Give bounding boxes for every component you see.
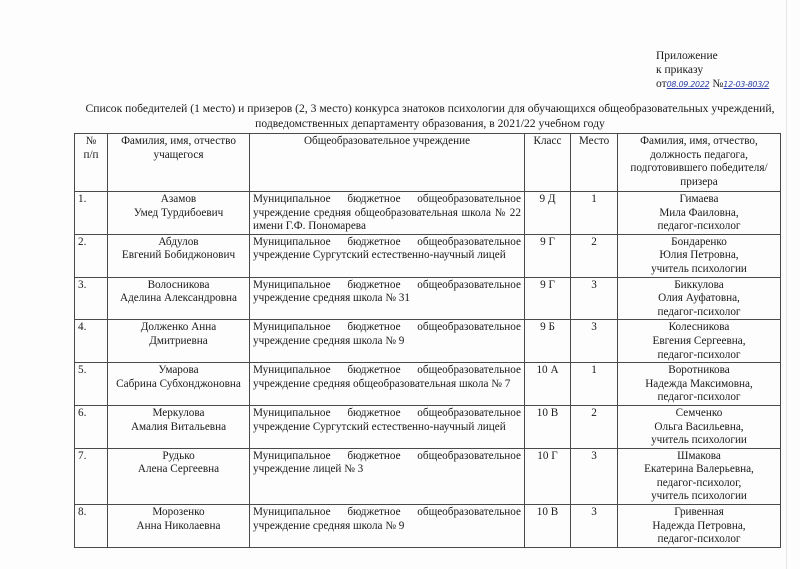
place-cell: 1: [571, 192, 618, 235]
class-cell: 10 А: [525, 363, 571, 406]
student-surname: Меркулова: [152, 406, 205, 419]
student-name: Анна Николаевна: [136, 519, 221, 532]
teacher-position: педагог-психолог: [657, 533, 741, 546]
student-cell: [108, 192, 250, 235]
teacher-name: Ольга Васильевна,: [654, 420, 744, 433]
title-line-1: Список победителей (1 место) и призеров (2, 3 место) конкурса знатоков психологии для обучающихся общеобразовательных учреждений,: [85, 102, 775, 115]
institution-cell: Муниципальное бюджетное общеобразовательное учреждение средняя школа № 31: [250, 277, 525, 320]
teacher-cell: [618, 405, 781, 448]
teacher-cell: [618, 448, 781, 504]
row-number: 8.: [75, 505, 108, 548]
student-cell: [108, 363, 250, 406]
class-cell: 9 Г: [525, 277, 571, 320]
student-name: Амалия Витальевна: [130, 420, 227, 433]
row-number: 4.: [75, 320, 108, 363]
institution-cell: Муниципальное бюджетное общеобразовательное учреждение средняя школа № 9: [250, 505, 525, 548]
teacher-name: Екатерина Валерьевна,: [644, 463, 754, 476]
institution-cell: Муниципальное бюджетное общеобразовательное учреждение лицей № 3: [250, 448, 525, 504]
teacher-position: учитель психологии: [651, 434, 747, 447]
table-row: [75, 192, 781, 235]
place-cell: 3: [571, 448, 618, 504]
number-label: №: [712, 78, 724, 90]
row-number: 6.: [75, 405, 108, 448]
handwritten-order-number: 12-03-803/2: [723, 80, 770, 89]
student-cell: [108, 505, 250, 548]
student-cell: [108, 405, 250, 448]
teacher-name: Надежда Максимовна,: [645, 377, 753, 390]
institution-cell: Муниципальное бюджетное общеобразовательное учреждение средняя общеобразовательная школа № 7: [250, 363, 525, 406]
teacher-surname: Бондаренко: [671, 235, 727, 248]
table-row: [75, 405, 781, 448]
row-number: 2.: [75, 234, 108, 277]
institution-cell: Муниципальное бюджетное общеобразовательное учреждение Сургутский естественно-научный лицей: [250, 234, 525, 277]
row-number: 3.: [75, 277, 108, 320]
results-table: [74, 133, 781, 548]
header-class: Класс: [525, 134, 571, 192]
teacher-name: Олия Ауфатовна,: [658, 292, 740, 305]
table-row: [75, 277, 781, 320]
teacher-surname: Семченко: [675, 406, 723, 419]
order-label: к приказу: [656, 64, 704, 76]
student-name: Дмитриевна: [149, 334, 208, 347]
place-cell: 3: [571, 505, 618, 548]
student-surname: Морозенко: [152, 506, 205, 519]
teacher-surname: Гимаева: [679, 193, 719, 205]
class-cell: 10 В: [525, 505, 571, 548]
class-cell: 10 Г: [525, 448, 571, 504]
document-title: [70, 101, 790, 131]
header-place: Место: [571, 134, 618, 192]
teacher-position-2: учитель психологии: [651, 490, 747, 503]
student-cell: [108, 277, 250, 320]
student-surname: Волосникова: [147, 278, 210, 291]
institution-cell: Муниципальное бюджетное общеобразовательное учреждение Сургутский естественно-научный лицей: [250, 405, 525, 448]
student-surname: Долженко Анна: [140, 321, 217, 334]
class-cell: 9 Д: [525, 192, 571, 235]
teacher-position: педагог-психолог: [657, 348, 741, 361]
class-cell: 9 Г: [525, 234, 571, 277]
teacher-cell: [618, 277, 781, 320]
teacher-cell: [618, 505, 781, 548]
class-cell: 9 Б: [525, 320, 571, 363]
teacher-name: Надежда Петровна,: [652, 519, 746, 532]
teacher-position: педагог-психолог: [657, 305, 741, 318]
row-number: 7.: [75, 448, 108, 504]
student-surname: Абдулов: [158, 235, 199, 248]
table-row: [75, 505, 781, 548]
handwritten-date: 08.09.2022: [666, 80, 710, 89]
table-row: [75, 320, 781, 363]
teacher-name: Юлия Петровна,: [659, 249, 739, 262]
class-cell: 10 В: [525, 405, 571, 448]
student-name: Аделина Александровна: [119, 292, 237, 305]
student-cell: [108, 234, 250, 277]
student-surname: Рудько: [162, 449, 195, 462]
header-teacher: Фамилия, имя, отчество, должность педагога, подготовившего победителя/призера: [618, 134, 781, 192]
teacher-position: педагог-психолог: [657, 391, 741, 404]
student-name: Алена Сергеевна: [137, 463, 220, 476]
place-cell: 3: [571, 277, 618, 320]
teacher-name: Мила Фаиловна,: [659, 206, 739, 219]
header-institution: Общеобразовательное учреждение: [250, 134, 525, 192]
teacher-surname: Шмакова: [677, 449, 721, 462]
table-row: [75, 448, 781, 504]
teacher-cell: [618, 234, 781, 277]
teacher-name: Евгения Сергеевна,: [652, 334, 746, 347]
teacher-position: педагог-психолог: [657, 220, 741, 233]
student-surname: Азамов: [160, 193, 197, 205]
teacher-cell: [618, 192, 781, 235]
table-body: [75, 192, 781, 548]
table-header-row: [75, 134, 781, 192]
header-number: № п/п: [75, 134, 108, 192]
row-number: 1.: [75, 192, 108, 235]
teacher-surname: Гривенная: [674, 506, 724, 519]
student-name: Евгений Бобиджонович: [121, 249, 236, 262]
place-cell: 2: [571, 405, 618, 448]
teacher-cell: [618, 363, 781, 406]
student-name: Сабрина Субхонджоновна: [116, 377, 241, 390]
scan-edge-line: [786, 0, 787, 569]
institution-cell: Муниципальное бюджетное общеобразовательное учреждение средняя школа № 9: [250, 320, 525, 363]
appendix-header: [656, 49, 769, 92]
place-cell: 3: [571, 320, 618, 363]
student-name: Умед Турдибоевич: [133, 206, 224, 219]
title-line-2: подведомственных департаменту образования, в 2021/22 учебном году: [255, 117, 605, 130]
row-number: 5.: [75, 363, 108, 406]
teacher-surname: Колесникова: [668, 321, 730, 334]
teacher-position: педагог-психолог,: [656, 476, 742, 489]
from-label: от: [656, 78, 667, 90]
student-surname: Умарова: [158, 364, 199, 377]
appendix-label: Приложение: [656, 50, 718, 62]
order-reference: [656, 77, 769, 92]
table-row: [75, 363, 781, 406]
teacher-position: учитель психологии: [651, 262, 747, 275]
teacher-cell: [618, 320, 781, 363]
table-row: [75, 234, 781, 277]
teacher-surname: Биккулова: [674, 278, 724, 291]
place-cell: 2: [571, 234, 618, 277]
place-cell: 1: [571, 363, 618, 406]
student-cell: [108, 448, 250, 504]
institution-cell: Муниципальное бюджетное общеобразовательное учреждение средняя общеобразовательная школа № 22 имени Г.Ф. Пономарева: [250, 192, 525, 235]
header-student: Фамилия, имя, отчество учащегося: [108, 134, 250, 192]
teacher-surname: Воротникова: [668, 364, 730, 377]
student-cell: [108, 320, 250, 363]
